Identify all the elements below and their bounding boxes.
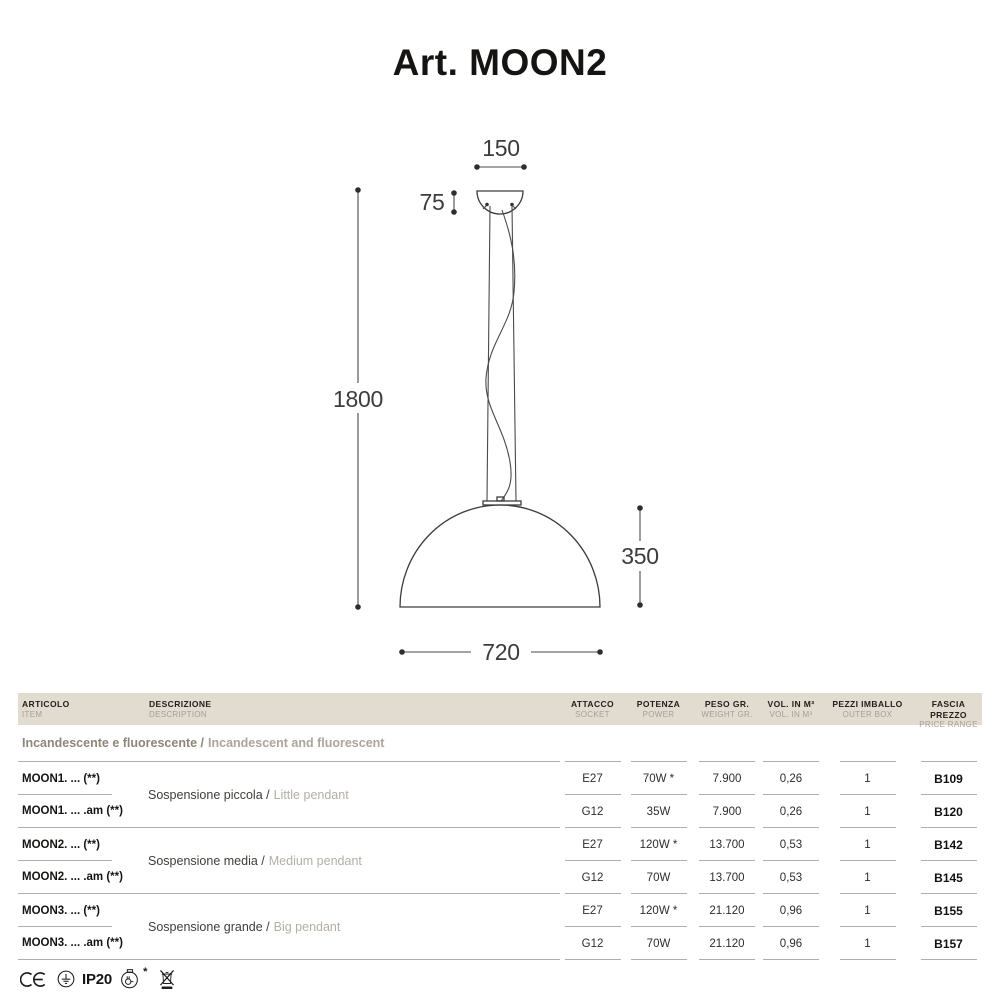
weight-cell: 7.900 — [692, 762, 762, 795]
self-shielded-lamp-icon — [119, 968, 140, 990]
dim-label: 350 — [621, 543, 659, 569]
pieces-cell: 1 — [820, 894, 915, 927]
pieces-cell: 1 — [820, 795, 915, 828]
volume-cell: 0,96 — [762, 894, 820, 927]
col-header-fascia: FASCIA PREZZO PRICE RANGE — [919, 699, 978, 730]
table-header — [18, 693, 982, 730]
price-cell: B120 — [915, 795, 982, 828]
socket-cell: E27 — [560, 894, 625, 927]
class1-earth-icon — [57, 970, 75, 988]
article-cell: MOON3. ... .am (**) — [18, 927, 145, 960]
suspension-cables — [486, 206, 516, 501]
description-cell: Sospensione media / Medium pendant — [145, 828, 560, 894]
dim-shade-height — [614, 505, 666, 608]
ip-rating-label: IP20 — [82, 970, 113, 988]
table-group-moon1 — [18, 762, 982, 828]
description-cell: Sospensione piccola / Little pendant — [145, 762, 560, 828]
col-header-peso: PESO GR. WEIGHT GR. — [701, 699, 753, 719]
price-cell: B145 — [915, 861, 982, 894]
volume-cell: 0,96 — [762, 927, 820, 960]
section-title: Incandescente e fluorescente / Incandescent and fluorescent — [18, 725, 560, 762]
col-header-volume: VOL. IN M³ VOL. IN M³ — [767, 699, 815, 719]
volume-cell: 0,53 — [762, 861, 820, 894]
weight-cell: 21.120 — [692, 894, 762, 927]
price-cell: B109 — [915, 762, 982, 795]
weight-cell: 7.900 — [692, 795, 762, 828]
weight-cell: 21.120 — [692, 927, 762, 960]
volume-cell: 0,53 — [762, 828, 820, 861]
article-cell: MOON2. ... (**) — [18, 828, 145, 861]
pieces-cell: 1 — [820, 762, 915, 795]
dim-total-height — [326, 187, 390, 610]
dim-shade-width — [399, 637, 603, 667]
pieces-cell: 1 — [820, 828, 915, 861]
socket-cell: E27 — [560, 762, 625, 795]
power-cell: 70W * — [625, 762, 692, 795]
dim-label: 720 — [482, 639, 520, 665]
lamp-shade-dome — [400, 497, 600, 607]
socket-cell: G12 — [560, 861, 625, 894]
power-cell: 70W — [625, 927, 692, 960]
ce-mark-icon — [20, 971, 50, 988]
dim-label: 75 — [419, 189, 445, 215]
article-cell: MOON1. ... (**) — [18, 762, 145, 795]
socket-cell: G12 — [560, 795, 625, 828]
spec-table — [18, 693, 982, 960]
pendant-lamp-technical-drawing — [320, 120, 680, 670]
power-cell: 70W — [625, 861, 692, 894]
col-header-potenza: POTENZA POWER — [636, 699, 681, 719]
weight-cell: 13.700 — [692, 828, 762, 861]
dim-canopy-width — [474, 135, 527, 170]
price-cell: B142 — [915, 828, 982, 861]
description-cell: Sospensione grande / Big pendant — [145, 894, 560, 960]
table-group-moon2 — [18, 828, 982, 894]
volume-cell: 0,26 — [762, 795, 820, 828]
article-cell: MOON2. ... .am (**) — [18, 861, 145, 894]
col-header-articolo: ARTICOLO ITEM — [22, 699, 70, 719]
power-cell: 120W * — [625, 894, 692, 927]
price-cell: B157 — [915, 927, 982, 960]
section-header — [18, 725, 982, 762]
power-cell: 35W — [625, 795, 692, 828]
weee-crossed-bin-icon — [158, 967, 176, 991]
price-cell: B155 — [915, 894, 982, 927]
ceiling-canopy — [477, 191, 523, 214]
volume-cell: 0,26 — [762, 762, 820, 795]
power-cell: 120W * — [625, 828, 692, 861]
certification-icons — [20, 964, 176, 994]
socket-cell: E27 — [560, 828, 625, 861]
socket-cell: G12 — [560, 927, 625, 960]
col-header-pezzi: PEZZI IMBALLO OUTER BOX — [832, 699, 903, 719]
pieces-cell: 1 — [820, 927, 915, 960]
article-cell: MOON1. ... .am (**) — [18, 795, 145, 828]
dim-label: 150 — [482, 135, 520, 161]
table-group-moon3 — [18, 894, 982, 960]
dim-label: 1800 — [333, 386, 383, 412]
lamp-note-asterisk: * — [143, 966, 148, 978]
weight-cell: 13.700 — [692, 861, 762, 894]
page-title: Art. MOON2 — [392, 42, 608, 83]
col-header-descrizione: DESCRIZIONE DESCRIPTION — [149, 699, 212, 719]
col-header-attacco: ATTACCO SOCKET — [570, 699, 615, 719]
dim-canopy-height — [420, 189, 457, 215]
article-cell: MOON3. ... (**) — [18, 894, 145, 927]
pieces-cell: 1 — [820, 861, 915, 894]
